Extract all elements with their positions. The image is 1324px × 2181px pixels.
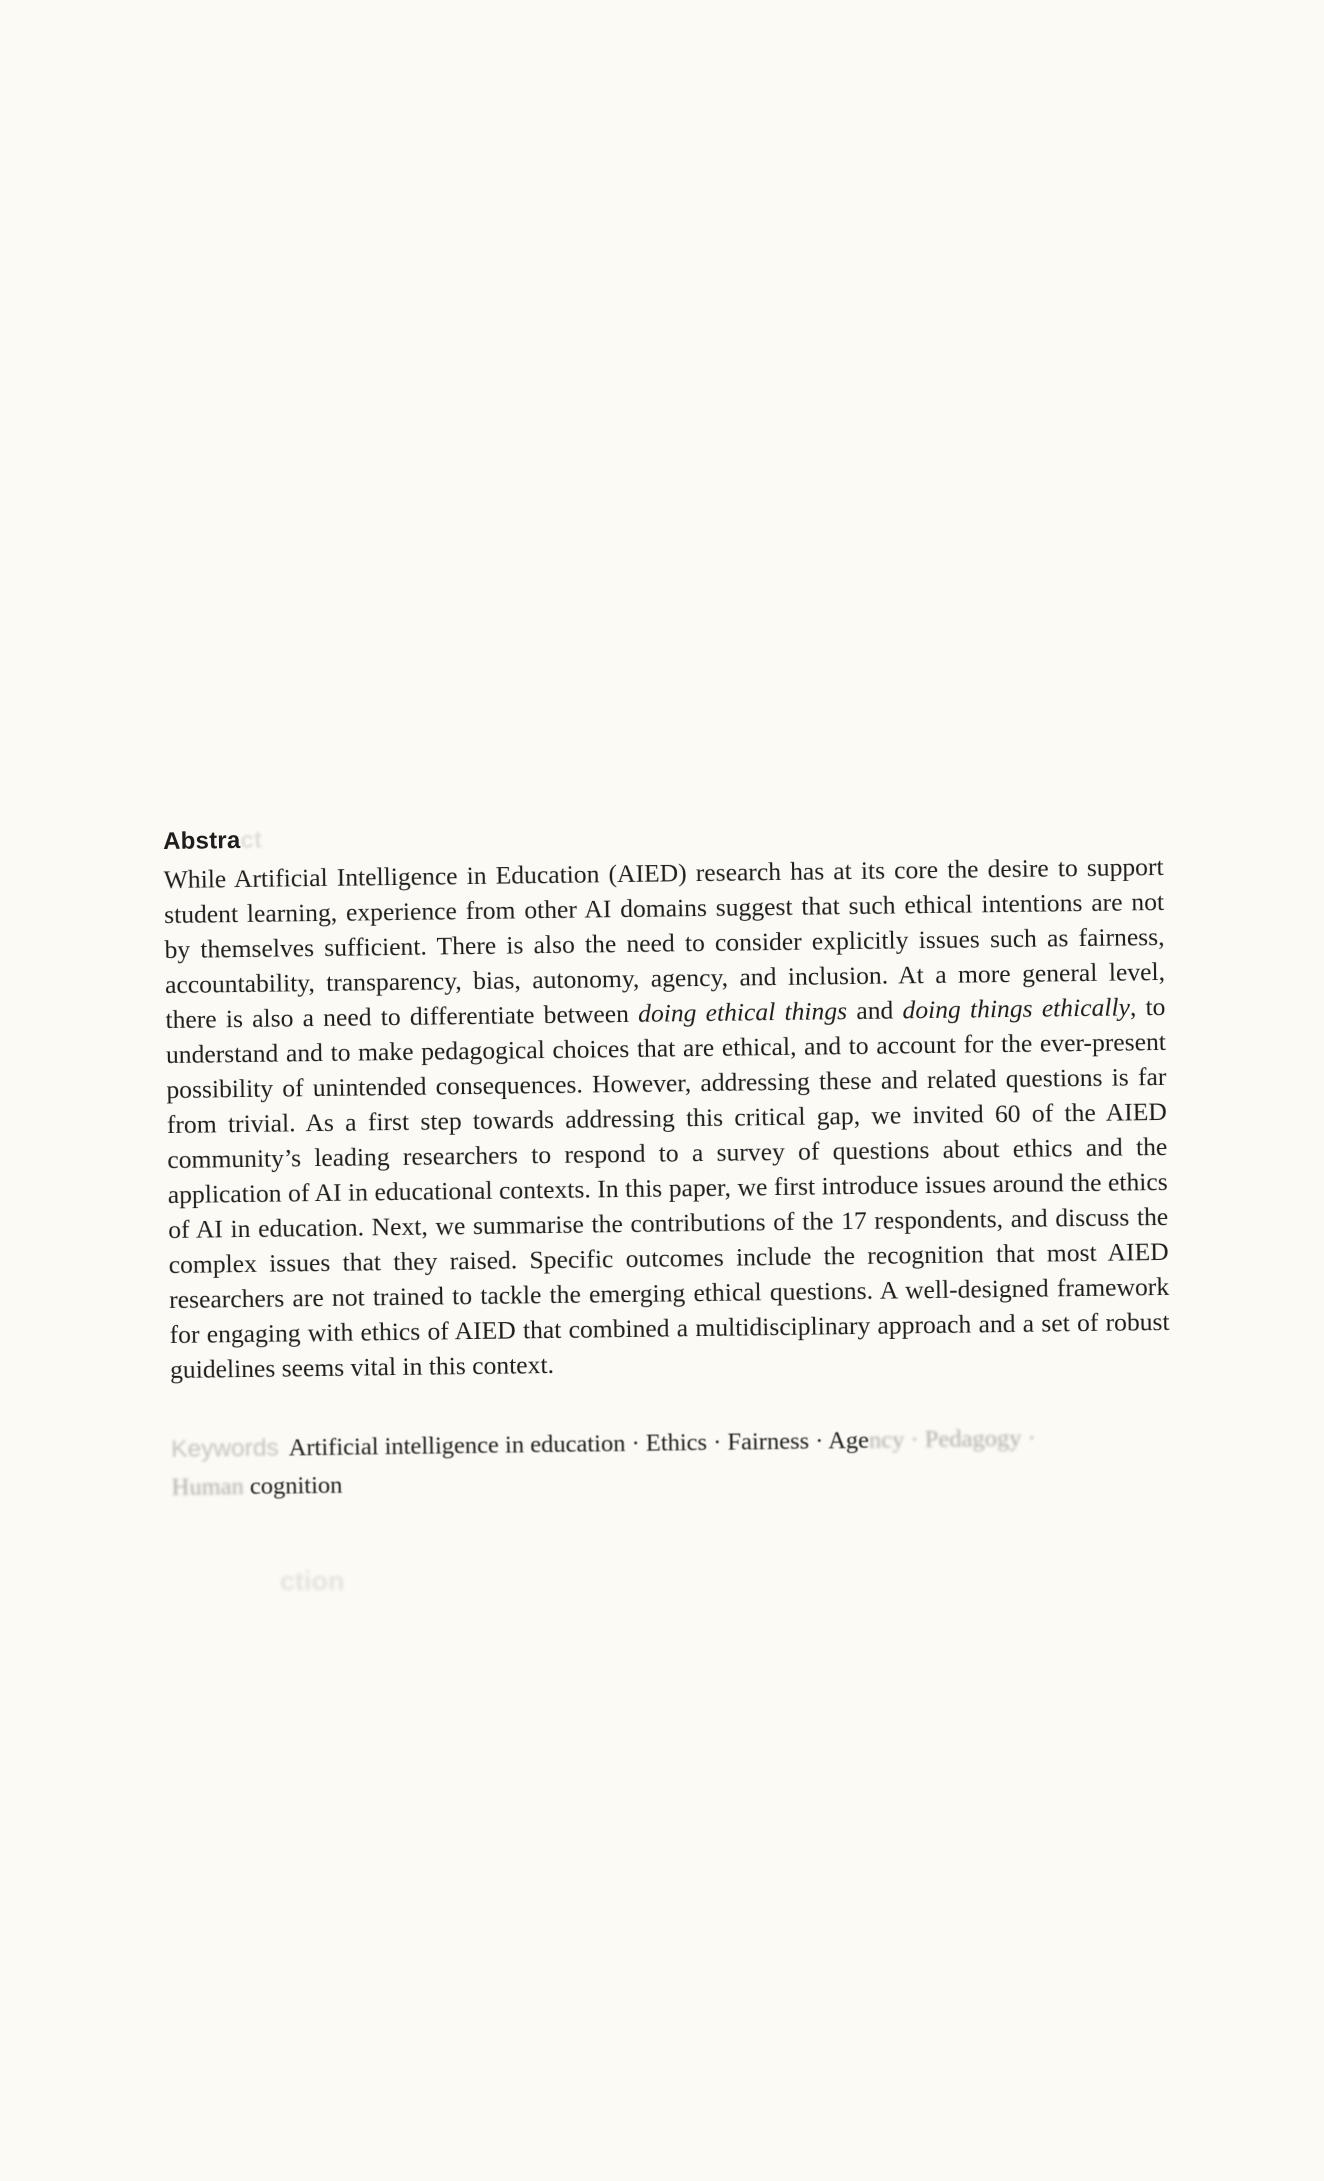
abstract-body [163,849,1170,1387]
abstract-heading-faded: ct [240,826,263,854]
abstract-text-2: and [846,995,903,1026]
abstract-heading [163,815,1163,856]
abstract-heading-clear: Abstra [163,826,241,855]
abstract-italic-1: doing ethical things [637,996,848,1028]
keywords-items-faint: ncy · Pedagogy · [868,1424,1036,1454]
abstract-text-3: , to understand and to make pedagogical choices that are ethical, and to account for the ever-present possibility of unintended consequences. However, addressing these and related questions is far from trivial. As a first step towards addressing this critical gap, we invited 60 of the AIED community’s leading researchers to respond to a survey of questions about ethics and the application of AI in educational contexts. In this paper, we first introduce issues around the ethics of AI in education. Next, we summarise the contributions of the 17 respondents, and discuss the complex issues that they raised. Specific outcomes include the recognition that most AIED researchers are not trained to tackle the emerging ethical questions. A well-designed framework for engaging with ethics of AIED that combined a multidisciplinary approach and a set of robust guidelines seems vital in this context. [165,991,1170,1384]
keywords-line2: cognition [249,1471,343,1500]
abstract-section [163,815,1172,1507]
section-heading: ction [280,1566,345,1596]
keywords-line2-faint: Human [171,1472,251,1501]
keywords-items: Artificial intelligence in education · Ethics · Fairness · Age [288,1426,870,1462]
abstract-italic-2: doing things ethically [902,992,1131,1025]
keywords-label: Keywords [170,1434,279,1463]
abstract-text-1: While Artificial Intelligence in Education (AIED) research has at its core the desire to support student learning, experience from other AI domains suggest that such ethical intentions are not by themselves sufficient. There is also the need to consider explicitly issues such as fairness, accountability, transparency, bias, autonomy, agency, and inclusion. At a more general level, there is also a need to differentiate between [163,851,1166,1034]
keywords [171,1418,1172,1507]
